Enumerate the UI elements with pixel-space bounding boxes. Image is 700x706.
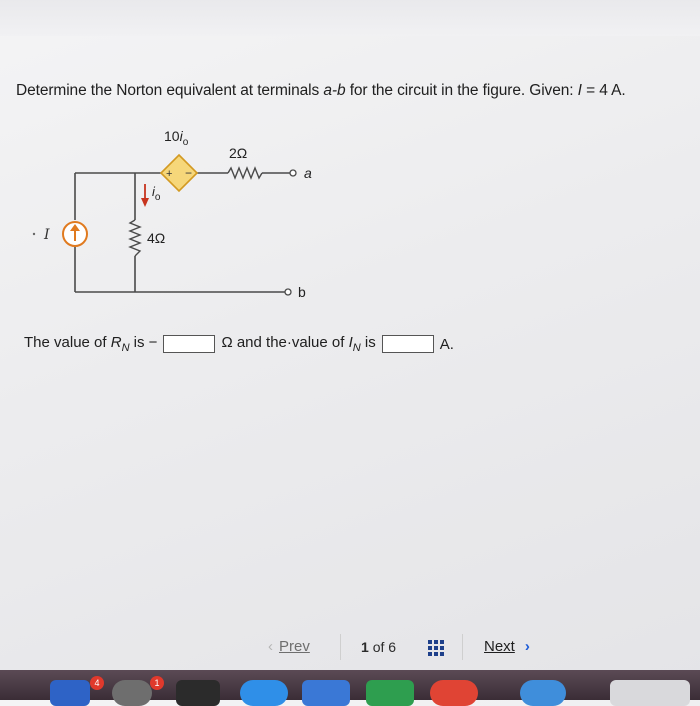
circuit-diagram [0,0,700,330]
nav-divider [462,634,463,660]
question-navigation [0,628,700,668]
terminal-b-node [285,289,291,295]
page-indicator: 1 of 6 [361,639,397,655]
settings-gear-icon[interactable] [112,680,152,706]
rn-prefix-text: The value of $R_N$ is − [24,334,158,354]
terminal-a-node [290,170,296,176]
dep-source-minus: − [185,166,193,180]
dock-app-icon[interactable] [366,680,414,706]
chevron-left-icon: ‹ [268,638,273,655]
terminal-a-label: a [304,165,312,181]
prev-button[interactable]: ‹ Prev [268,638,310,655]
source-label: I [44,227,50,243]
dep-source-plus: + [166,168,173,180]
dock-app-icon[interactable] [50,680,90,706]
answer-line [24,334,454,354]
notification-badge: 1 [150,676,164,690]
nav-divider [340,634,341,660]
next-button[interactable]: Next › [484,638,530,655]
shunt-resistor-label: 4Ω [147,230,166,246]
chevron-right-icon: › [524,638,530,655]
question-grid-icon[interactable] [428,640,444,656]
series-resistor-label: 2Ω [229,145,248,161]
dock-app-icon[interactable] [610,680,690,706]
current-arrow-icon [141,198,149,207]
resistor-4ohm [130,220,140,256]
in-prefix-text: Ω and the·value of $I_N$ is [221,334,376,354]
rn-answer-input[interactable] [163,335,215,353]
dock-app-icon[interactable] [430,680,478,706]
dock-app-icon[interactable] [176,680,220,706]
dock-app-icon[interactable] [302,680,350,706]
dep-source-label: $10i_o$ [164,128,189,148]
unit-text: A. [439,335,454,353]
dock-app-icon[interactable] [240,680,288,706]
resistor-2ohm [228,168,262,178]
terminal-b-label: b [298,284,306,300]
notification-badge: 4 [90,676,104,690]
in-answer-input[interactable] [382,335,434,353]
dock-app-icon[interactable] [520,680,566,706]
current-label: $i_o$ [152,184,161,203]
question-text: Determine the Norton equivalent at terminals a-b for the circuit in the figure. Given: I = 4 A. [16,82,626,99]
dock [0,670,700,700]
